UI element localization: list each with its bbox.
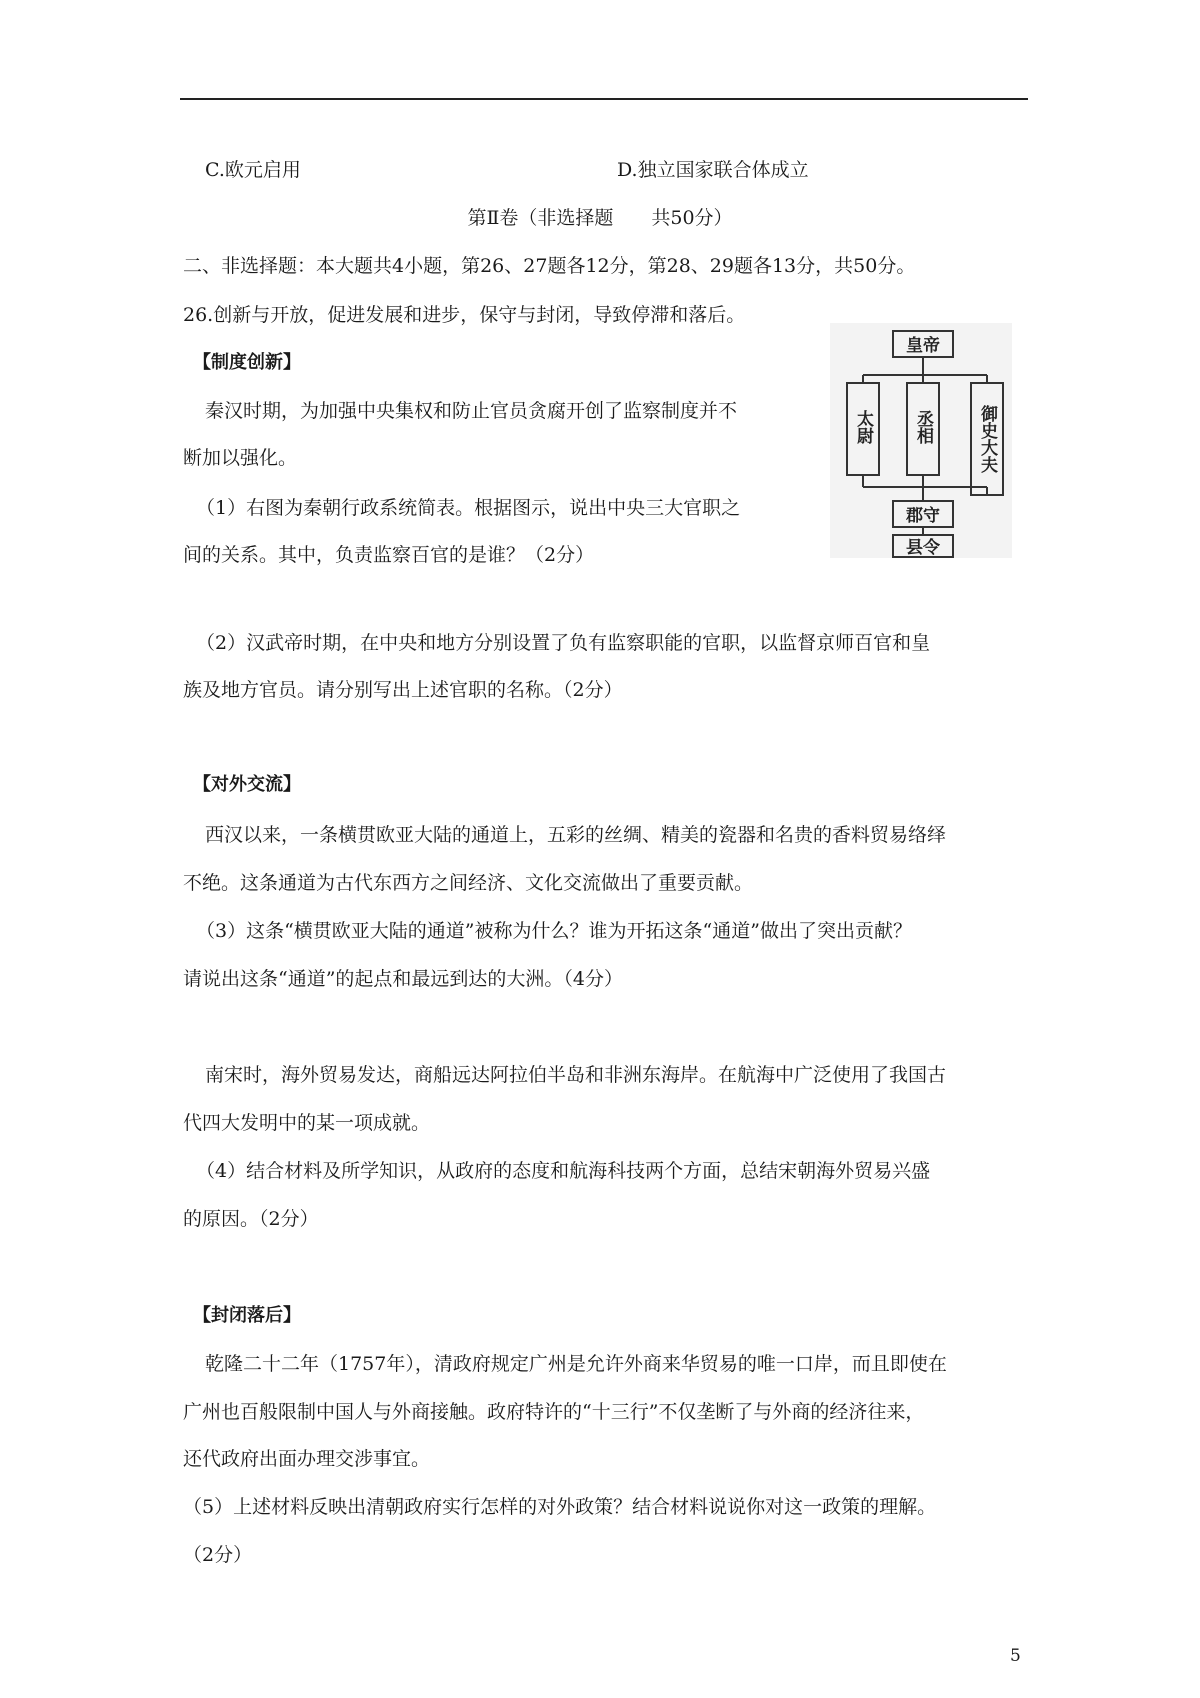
chart-taiwei: 太尉 [853,410,873,444]
heading-exchange: 【对外交流】 [193,774,301,795]
question-4-line2: 的原因。（2分） [183,1208,319,1230]
question-5-line1: （5）上述材料反映出清朝政府实行怎样的对外政策？结合材料说说你对这一政策的理解。 [183,1496,937,1518]
material-closed-line3: 还代政府出面办理交涉事宜。 [183,1448,431,1470]
option-d: D.独立国家联合体成立 [617,159,809,181]
chart-yushi: 御史大夫 [977,405,997,473]
material-institution-line2: 断加以强化。 [183,447,298,469]
heading-closed: 【封闭落后】 [193,1305,301,1326]
chart-junshou: 郡守 [906,506,940,526]
heading-institution: 【制度创新】 [193,352,301,373]
chart-chengxiang: 丞相 [913,410,933,444]
question-5-line2: （2分） [183,1544,253,1566]
header-rule [180,98,1028,100]
question-4-line1: （4）结合材料及所学知识，从政府的态度和航海科技两个方面，总结宋朝海外贸易兴盛 [196,1160,931,1182]
material-institution-line1: 秦汉时期，为加强中央集权和防止官员贪腐开创了监察制度并不 [205,400,738,422]
chart-emperor: 皇帝 [906,336,940,356]
question-2-line2: 族及地方官员。请分别写出上述官职的名称。（2分） [183,679,623,701]
question-3-line2: 请说出这条“通道”的起点和最远到达的大洲。（4分） [183,968,624,990]
question-2-line1: （2）汉武帝时期，在中央和地方分别设置了负有监察职能的官职，以监督京师百官和皇 [196,632,931,654]
material-closed-line2: 广州也百般限制中国人与外商接触。政府特许的“十三行”不仅垄断了与外商的经济往来， [183,1401,925,1423]
question-3-line1: （3）这条“横贯欧亚大陆的通道”被称为什么？谁为开拓这条“通道”做出了突出贡献？ [196,920,912,942]
section-instructions: 二、非选择题：本大题共4小题，第26、27题各12分，第28、29题各13分，共50分。 [183,255,916,277]
question-26-intro: 26.创新与开放，促进发展和进步，保守与封闭，导致停滞和落后。 [183,304,746,326]
material-song-line2: 代四大发明中的某一项成就。 [183,1112,431,1134]
section-title: 第Ⅱ卷（非选择题 共50分） [467,207,733,229]
chart-xianling: 县令 [906,538,940,558]
qin-admin-chart [830,323,1012,558]
material-exchange-line2: 不绝。这条通道为古代东西方之间经济、文化交流做出了重要贡献。 [183,872,754,894]
page-number: 5 [1010,1646,1021,1666]
question-1-line1: （1）右图为秦朝行政系统简表。根据图示，说出中央三大官职之 [196,497,741,519]
option-c: C.欧元启用 [205,159,301,181]
material-closed-line1: 乾隆二十二年（1757年），清政府规定广州是允许外商来华贸易的唯一口岸，而且即使在 [205,1353,947,1375]
question-1-line2: 间的关系。其中，负责监察百官的是谁？（2分） [183,544,595,566]
material-song-line1: 南宋时，海外贸易发达，商船远达阿拉伯半岛和非洲东海岸。在航海中广泛使用了我国古 [205,1064,947,1086]
material-exchange-line1: 西汉以来，一条横贯欧亚大陆的通道上，五彩的丝绸、精美的瓷器和名贵的香料贸易络绎 [205,824,947,846]
